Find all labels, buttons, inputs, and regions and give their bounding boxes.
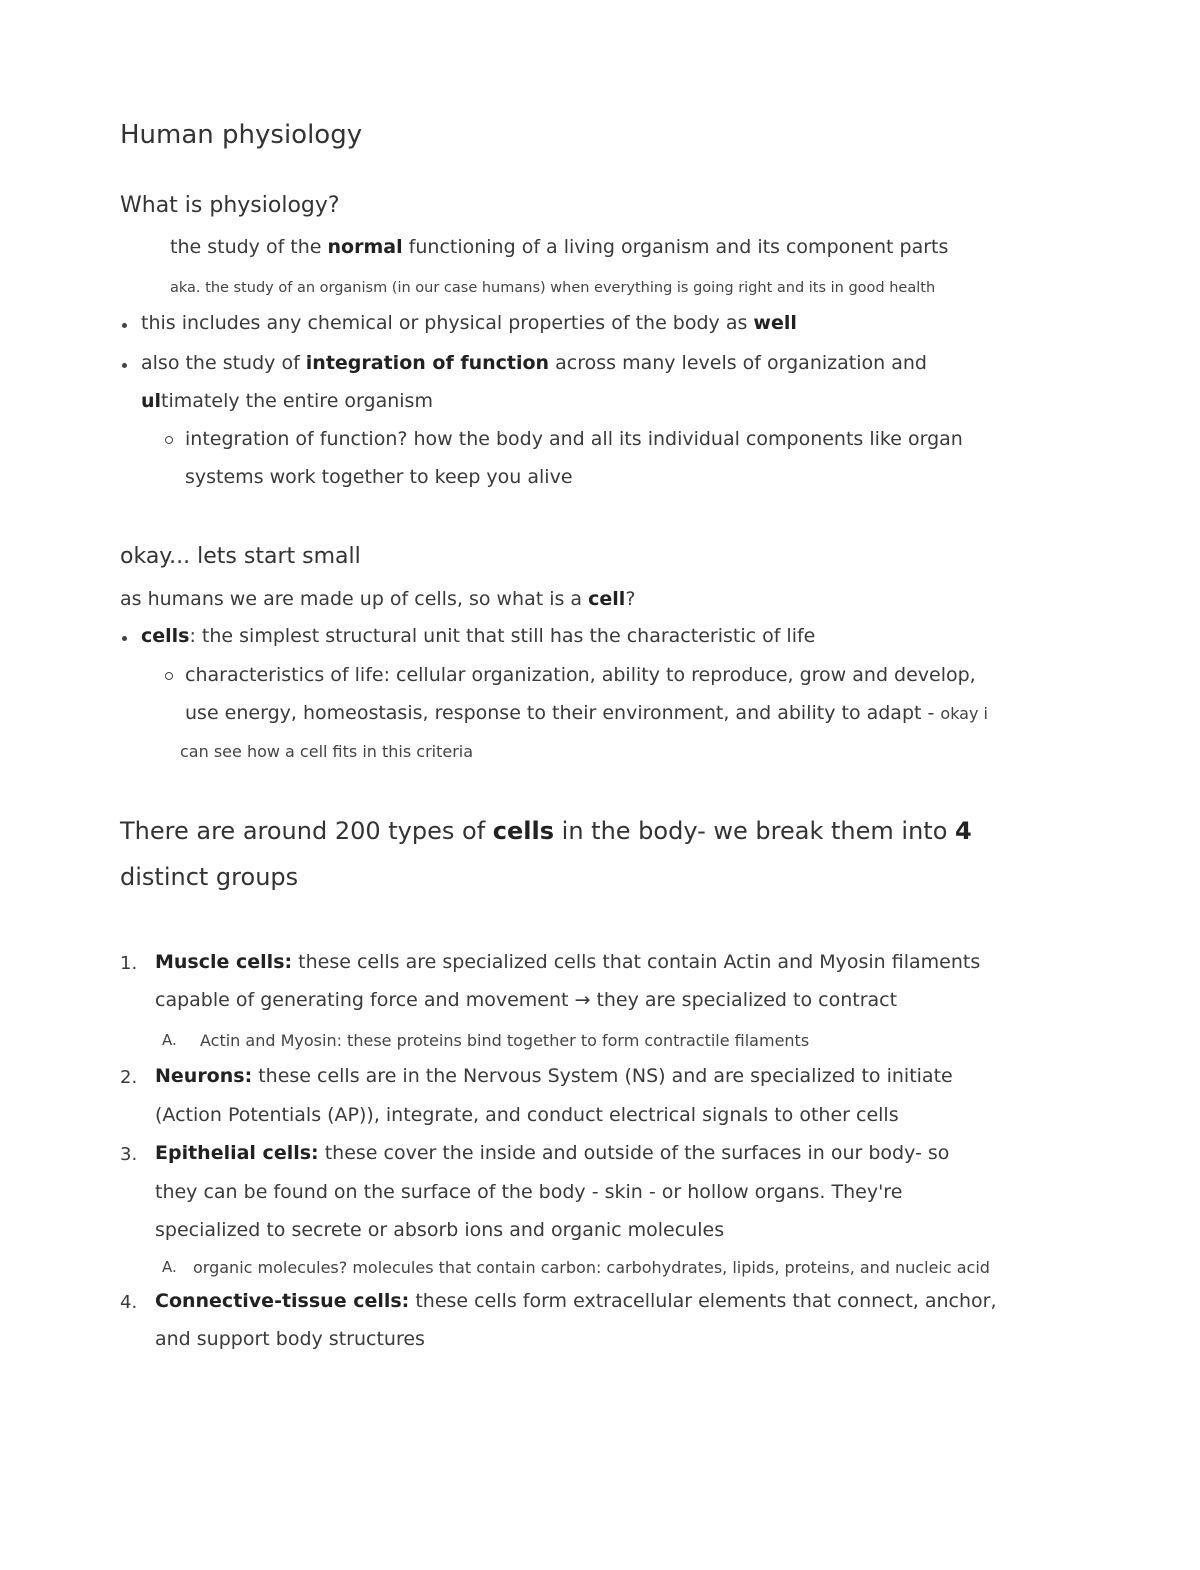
list-number: 2. — [120, 1067, 138, 1088]
bullet-text: also the study of — [141, 352, 306, 374]
sub-bullet-integration-line2: systems work together to keep you alive — [185, 466, 573, 488]
sub-bullet-note: okay i — [940, 704, 988, 723]
sub-bullet-life-line3: can see how a cell fits in this criteria — [180, 742, 474, 761]
list-item-text: these cells are specialized cells that contain Actin and Myosin filaments — [292, 951, 981, 973]
list-item-label: Connective-tissue cells: — [155, 1290, 410, 1312]
sub-list-organic-molecules: organic molecules? molecules that contain carbon: carbohydrates, lipids, proteins, and nucleic acid — [193, 1258, 990, 1277]
list-number: 4. — [120, 1292, 138, 1313]
sub-bullet-life-line1: characteristics of life: cellular organization, ability to reproduce, grow and develop, — [185, 664, 976, 686]
sub-bullet-circle-icon — [165, 436, 173, 444]
heading-bold-number: 4 — [955, 817, 972, 845]
intro-text-end: ? — [625, 588, 636, 610]
definition-line — [170, 236, 948, 258]
bullet-bold-fragment: ul — [141, 390, 162, 412]
heading-text: There are around 200 types of — [120, 817, 493, 845]
list-item-neurons-line2: (Action Potentials (AP)), integrate, and conduct electrical signals to other cells — [155, 1104, 899, 1126]
sub-bullet-text: use energy, homeostasis, response to their environment, and ability to adapt - — [185, 702, 941, 724]
list-item-epithelial-line2: they can be found on the surface of the body - skin - or hollow organs. They're — [155, 1181, 903, 1203]
heading-bold: cells — [492, 817, 555, 845]
list-item-epithelial-line1 — [155, 1142, 949, 1164]
definition-text-end: functioning of a living organism and its component parts — [402, 236, 949, 258]
list-item-connective-line2: and support body structures — [155, 1328, 425, 1350]
sub-list-letter: A. — [162, 1258, 177, 1276]
aka-note: aka. the study of an organism (in our case humans) when everything is going right and its in good health — [170, 280, 936, 296]
list-number: 3. — [120, 1144, 138, 1165]
sub-bullet-integration-line1: integration of function? how the body and all its individual components like organ — [185, 428, 963, 450]
list-item-epithelial-line3: specialized to secrete or absorb ions and organic molecules — [155, 1219, 725, 1241]
list-item-label: Muscle cells: — [155, 951, 293, 973]
heading-text-end: distinct groups — [120, 863, 299, 891]
bullet-text: this includes any chemical or physical properties of the body as — [141, 312, 754, 334]
section-heading-physiology: What is physiology? — [120, 193, 340, 218]
sub-bullet-circle-icon — [165, 672, 173, 680]
list-item-text: these cells form extracellular elements that connect, anchor, — [409, 1290, 997, 1312]
list-item-label: Epithelial cells: — [155, 1142, 319, 1164]
section-heading-cell-types — [120, 808, 1060, 900]
heading-text: in the body- we break them into — [554, 817, 955, 845]
bullet-text: timately the entire organism — [161, 390, 433, 412]
list-item-connective-line1 — [155, 1290, 997, 1312]
sub-list-letter: A. — [162, 1031, 177, 1049]
bullet-properties — [141, 312, 797, 334]
definition-bold: normal — [327, 236, 403, 258]
bullet-integration — [141, 352, 927, 374]
bullet-text: : the simplest structural unit that still has the characteristic of life — [189, 625, 816, 647]
list-item-text: these cover the inside and outside of the surfaces in our body- so — [318, 1142, 950, 1164]
list-item-neurons-line1 — [155, 1065, 953, 1087]
cell-intro — [120, 588, 635, 610]
bullet-icon — [122, 636, 127, 641]
definition-text: the study of the — [170, 236, 328, 258]
list-item-muscle-line2: capable of generating force and movement → they are specialized to contract — [155, 989, 898, 1011]
bullet-bold: integration of function — [305, 352, 550, 374]
intro-text: as humans we are made up of cells, so what is a — [120, 588, 589, 610]
bullet-bold: well — [753, 312, 797, 334]
bullet-text-end: across many levels of organization and — [549, 352, 927, 374]
sub-list-actin-myosin: Actin and Myosin: these proteins bind together to form contractile filaments — [200, 1031, 810, 1050]
intro-bold: cell — [588, 588, 626, 610]
sub-bullet-life-line2 — [185, 702, 988, 724]
page-title: Human physiology — [120, 120, 363, 150]
section-heading-start-small: okay... lets start small — [120, 544, 361, 569]
list-number: 1. — [120, 953, 138, 974]
bullet-icon — [122, 323, 127, 328]
list-item-label: Neurons: — [155, 1065, 253, 1087]
list-item-text: these cells are in the Nervous System (NS) and are specialized to initiate — [252, 1065, 953, 1087]
bullet-icon — [122, 363, 127, 368]
list-item-muscle-line1 — [155, 951, 980, 973]
bullet-integration-continued — [141, 390, 433, 412]
bullet-cells — [141, 625, 815, 647]
bullet-bold: cells — [141, 625, 190, 647]
